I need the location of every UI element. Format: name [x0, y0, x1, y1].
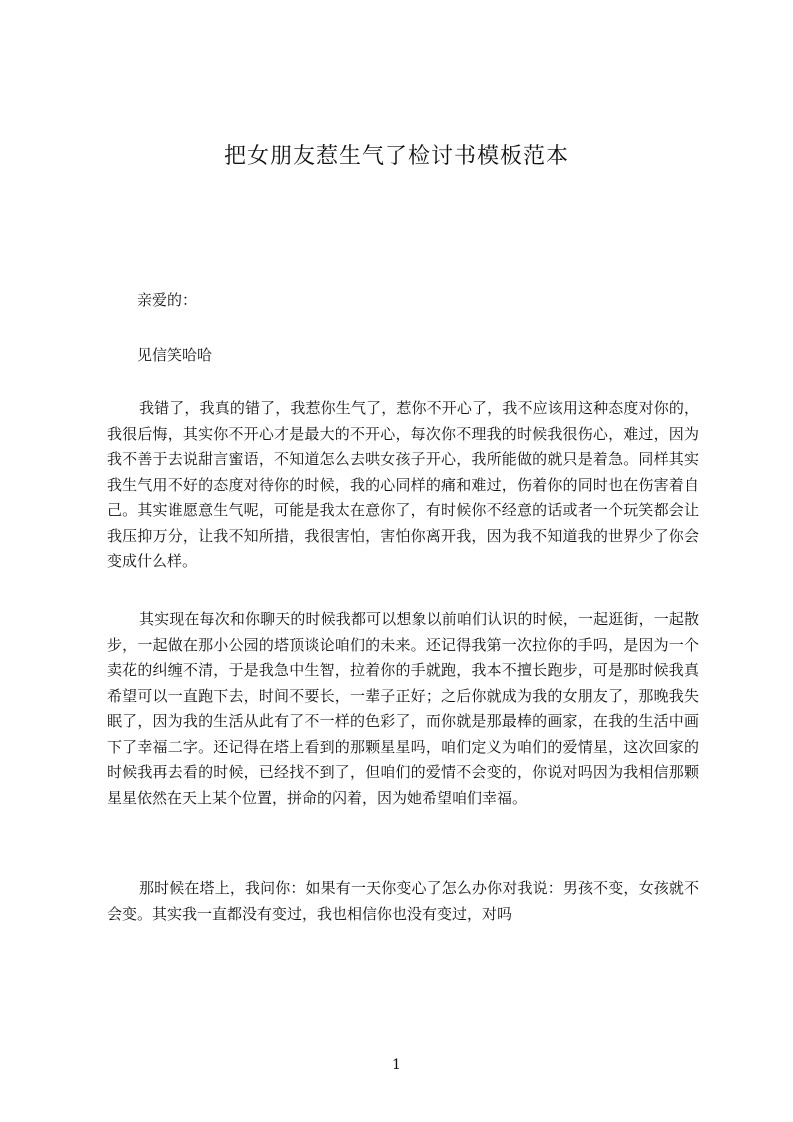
body-paragraph-apology: 我错了，我真的错了，我惹你生气了，惹你不开心了，我不应该用这种态度对你的，我很后悔，其实你不开心才是最大的不开心，每次你不理我的时候我很伤心，难过，因为我不善于去说甜言蜜语，不知道怎么去哄女孩子开心，我所能做的就只是着急。同样其实我生气用不好的态度对待你的时候，我的心同样的痛和难过，伤着你的同时也在伤害着自己。其实谁愿意生气呢，可能是我太在意你了，有时候你不经意的话或者一个玩笑都会让我压抑万分，让我不知所措，我很害怕，害怕你离开我，因为我不知道我的世界少了你会变成什么样。: [107, 399, 699, 570]
document-title: 把女朋友惹生气了检讨书模板范本: [223, 144, 569, 169]
greeting-line: 见信笑哈哈: [137, 346, 213, 364]
page-number: 1: [392, 1057, 401, 1073]
salutation: 亲爱的：: [137, 291, 198, 309]
body-paragraph-promise: 那时候在塔上，我问你：如果有一天你变心了怎么办你对我说：男孩不变，女孩就不会变。其实我一直都没有变过，我也相信你也没有变过，对吗: [107, 879, 699, 923]
body-paragraph-memories: 其实现在每次和你聊天的时候我都可以想象以前咱们认识的时候，一起逛街，一起散步，一起做在那小公园的塔顶谈论咱们的未来。还记得我第一次拉你的手吗，是因为一个卖花的纠缠不清，于是我急中生智，拉着你的手就跑，我本不擅长跑步，可是那时候我真希望可以一直跑下去，时间不要长，一辈子正好；之后你就成为我的女朋友了，那晚我失眠了，因为我的生活从此有了不一样的色彩了，而你就是那最棒的画家，在我的生活中画下了幸福二字。还记得在塔上看到的那颗星星吗，咱们定义为咱们的爱情星，这次回家的时候我再去看的时候，已经找不到了，但咱们的爱情不会变的，你说对吗因为我相信那颗星星依然在天上某个位置，拼命的闪着，因为她希望咱们幸福。: [107, 610, 699, 807]
